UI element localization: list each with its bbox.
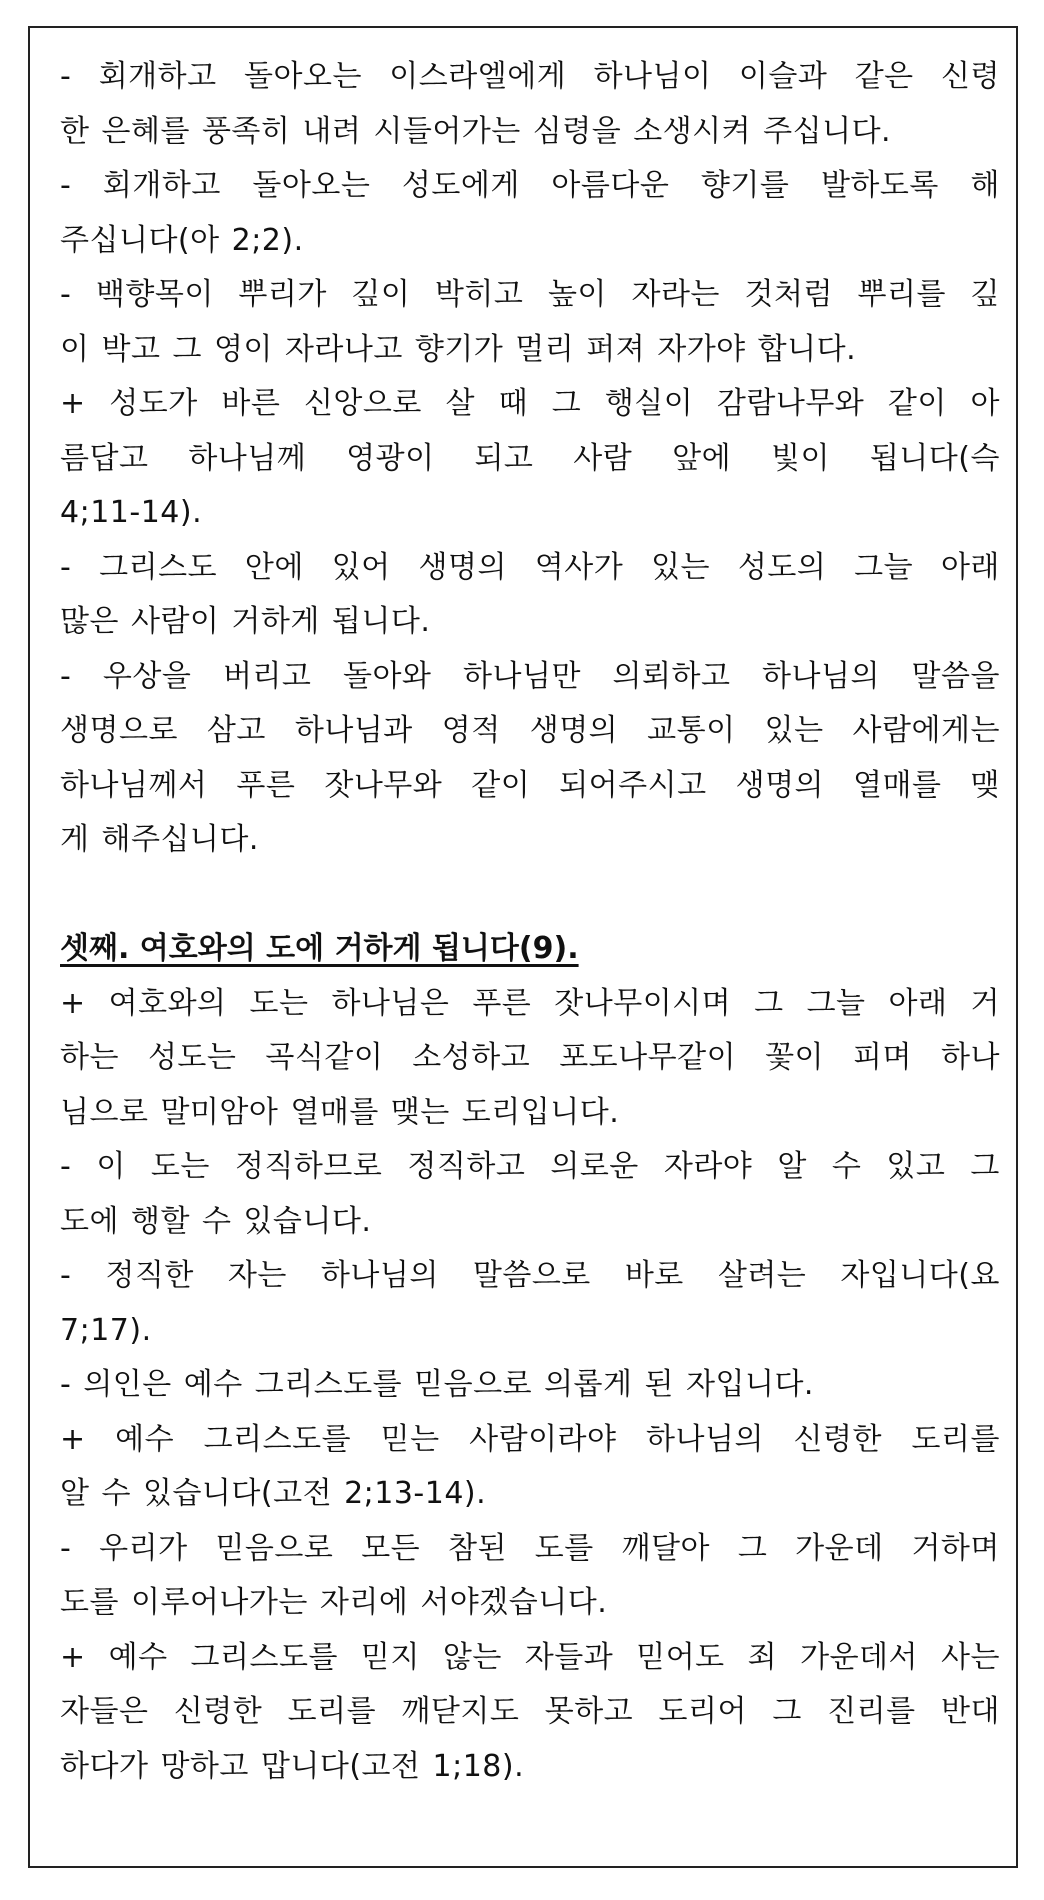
word: 그 (172, 331, 202, 367)
text-line (60, 159, 1000, 214)
word: 돌아오는 (244, 59, 362, 94)
word: 말미암아 (160, 1094, 279, 1130)
text-line (60, 1086, 1000, 1141)
word: 돌아와 (342, 658, 432, 694)
word: + (60, 1421, 86, 1457)
word: 도에 (60, 1203, 119, 1239)
paragraph-gap (60, 868, 1000, 923)
word: 하나님의 (762, 658, 880, 694)
word: 자입니다. (686, 1367, 814, 1402)
word: 된 (644, 1367, 675, 1402)
word: 서야겠습니다. (420, 1585, 608, 1620)
word: 말씀을 (911, 658, 1000, 694)
word: 의뢰하고 (612, 658, 731, 694)
word: 사람 (573, 440, 633, 476)
text-line (60, 1631, 1000, 1686)
word: 우리가 (99, 1530, 188, 1566)
text-line (60, 432, 1000, 487)
word: 회개하고 (98, 59, 217, 94)
word: 뿌리를 (857, 277, 946, 312)
word: 내려 (302, 113, 362, 149)
word: 주십니다. (763, 113, 892, 149)
word: + (60, 985, 86, 1021)
text-line (60, 1140, 1000, 1195)
word: + (60, 386, 86, 421)
word: 같은 (854, 59, 914, 94)
word: 그리스도를 (254, 1367, 403, 1402)
word: 잣나무와 (324, 767, 443, 803)
word: 하나님과 (294, 713, 413, 748)
paragraph-block-2 (60, 977, 1000, 1795)
word: 의인은 (83, 1367, 172, 1402)
word: 빛이 (770, 440, 830, 476)
word: 영이 (213, 331, 273, 367)
word: 7;17). (60, 1312, 152, 1348)
word: 신령한 (173, 1694, 263, 1729)
word: - (60, 658, 72, 694)
word: 잣나무이시며 (554, 985, 732, 1021)
word: 그 (737, 1530, 768, 1566)
word: 심령을 (532, 113, 622, 149)
word: 성도가 (109, 386, 198, 421)
word: 깊 (970, 277, 1000, 312)
word: 있습니다. (243, 1203, 372, 1239)
word: 수 (101, 1476, 131, 1511)
page-border (28, 26, 1018, 1868)
text-line (60, 541, 1000, 596)
word: 살 (445, 386, 475, 421)
word: 못하고 (544, 1694, 634, 1729)
word: 자라는 (631, 277, 720, 312)
text-line (60, 323, 1000, 378)
word: 수 (831, 1149, 862, 1184)
word: 도를 (60, 1585, 119, 1620)
word: 깊이 (351, 277, 411, 312)
word: 진리를 (827, 1694, 916, 1729)
word: 합니다. (757, 331, 857, 367)
word: 행할 (130, 1203, 190, 1239)
word: 소성하고 (412, 1040, 531, 1075)
word: 름답고 (60, 440, 149, 476)
word: - (60, 1258, 72, 1293)
text-line (60, 650, 1000, 705)
word: 신령 (941, 59, 1000, 94)
text-line (60, 1685, 1000, 1740)
text-line (60, 1249, 1000, 1304)
text-line (60, 1467, 1000, 1522)
word: 하나 (940, 1040, 1000, 1075)
word: 가운데 (795, 1530, 884, 1566)
word: 감람나무와 (716, 386, 865, 421)
word: 있습니다(고전 (142, 1476, 333, 1511)
word: 되고 (474, 440, 534, 476)
word: 정직한 (105, 1258, 194, 1293)
word: 그 (772, 1694, 802, 1729)
word: 아 (970, 386, 1000, 421)
word: 도리를 (911, 1421, 1000, 1457)
word: 되어주시고 (559, 767, 707, 803)
word: 생명으로 (60, 713, 178, 748)
word: 시들어가는 (373, 113, 521, 149)
word: 도는 (150, 1149, 210, 1184)
text-line (60, 214, 1000, 269)
word: 반대 (941, 1694, 1000, 1729)
word: 있는 (651, 549, 711, 585)
text-line (60, 704, 1000, 759)
word: 높이 (547, 277, 607, 312)
word: 자들과 (524, 1639, 614, 1675)
word: 바로 (624, 1258, 684, 1293)
word: 은혜를 (101, 113, 190, 149)
word: - (60, 277, 72, 312)
word: 역사가 (534, 549, 624, 585)
word: 그리스도 (99, 549, 218, 585)
word: 게 (60, 822, 90, 857)
word: 모든 (361, 1530, 421, 1566)
word: 영광이 (346, 440, 435, 476)
word: 알 (60, 1476, 90, 1511)
word: 뿌리가 (238, 277, 327, 312)
word: 하나님의 (646, 1421, 764, 1457)
word: 앞에 (672, 440, 732, 476)
word: 도리어 (658, 1694, 747, 1729)
word: 2;2). (231, 222, 304, 258)
text-line (60, 105, 1000, 160)
word: 거하게 (231, 604, 320, 639)
word: 깨닫지도 (401, 1694, 520, 1729)
text-line (60, 595, 1000, 650)
word: 자라나고 (284, 331, 403, 367)
word: 죄 (747, 1639, 778, 1675)
word: 퍼져 (586, 331, 646, 367)
word: 않는 (442, 1639, 502, 1675)
word: 1;18). (432, 1748, 525, 1784)
word: 소생시켜 (633, 113, 752, 149)
word: 같이 (471, 767, 531, 803)
word: 거 (970, 985, 1000, 1021)
word: 믿어도 (636, 1639, 725, 1675)
word: 말씀으로 (472, 1258, 591, 1293)
word: 영적 (441, 713, 501, 748)
word: 알 (777, 1149, 807, 1184)
word: 것처럼 (744, 277, 833, 312)
word: 도리입니다. (461, 1094, 620, 1130)
word: 하나님만 (463, 658, 581, 694)
word: 믿음으로 (215, 1530, 334, 1566)
word: 해주십니다. (101, 822, 259, 857)
word: 됩니다. (331, 604, 431, 639)
word: 박고 (101, 331, 161, 367)
word: 삼고 (206, 713, 266, 748)
word: 해 (970, 168, 1000, 203)
word: 하나님은 (331, 985, 450, 1021)
word: 안에 (244, 549, 304, 585)
word: 풍족히 (201, 113, 291, 149)
word: 사람이라야 (469, 1421, 617, 1457)
word: 교통이 (647, 713, 736, 748)
text-line (60, 1576, 1000, 1631)
word: 향기를 (700, 168, 790, 203)
word: 살려는 (717, 1258, 807, 1293)
word: 하나님께서 (60, 767, 208, 803)
word: 자리에 (319, 1585, 409, 1620)
word: 아름다운 (551, 168, 670, 203)
word: 그리스도를 (203, 1421, 352, 1457)
word: 피며 (853, 1040, 912, 1075)
word: 망하고 (160, 1748, 249, 1784)
word: 포도나무같이 (559, 1040, 737, 1075)
section-heading: 셋째. 여호와의 도에 거하게 됩니다(9). (60, 931, 579, 966)
word: 그 (754, 985, 784, 1021)
word: - (60, 168, 72, 203)
text-line (60, 1740, 1000, 1795)
word: 참된 (447, 1530, 507, 1566)
word: 됩니다(슥 (869, 440, 1000, 476)
word: 생명의 (529, 713, 619, 748)
text-line (60, 1304, 1000, 1359)
word: 그늘 (854, 549, 914, 585)
word: 곡식같이 (265, 1040, 384, 1075)
word: 맙니다(고전 (260, 1748, 421, 1784)
text-line (60, 759, 1000, 814)
word: 주십니다(아 (60, 222, 220, 258)
word: 생명의 (735, 767, 825, 803)
word: 꽃이 (765, 1040, 825, 1075)
word: 맺 (970, 767, 1000, 803)
word: 푸른 (236, 767, 296, 803)
word: 가운데서 (800, 1639, 919, 1675)
word: 같이 (887, 386, 947, 421)
word: 그늘 (806, 985, 866, 1021)
word: 성도의 (737, 549, 827, 585)
word: 하나님이 (593, 59, 712, 94)
word: 맺는 (390, 1094, 450, 1130)
text-line (60, 486, 1000, 541)
word: 그 (551, 386, 582, 421)
word: 하는 (60, 1040, 119, 1075)
word: 신령한 (793, 1421, 882, 1457)
word: 멀리 (515, 331, 575, 367)
text-line (60, 50, 1000, 105)
word: 믿음으로 (414, 1367, 533, 1402)
word: 자들은 (60, 1694, 149, 1729)
text-line (60, 977, 1000, 1032)
word: 향기가 (414, 331, 504, 367)
word: 이루어나가는 (130, 1585, 308, 1620)
word: 의롭게 (544, 1367, 633, 1402)
word: 때 (498, 386, 529, 421)
word: 정직하고 (407, 1149, 526, 1184)
word: 예수 (183, 1367, 243, 1402)
word: + (60, 1639, 86, 1675)
word: 하나님께 (188, 440, 307, 476)
document-body (60, 50, 1000, 1794)
word: 열매를 (853, 767, 942, 803)
word: 신앙으로 (303, 386, 422, 421)
word: 거하며 (911, 1530, 1000, 1566)
word: 행실이 (604, 386, 694, 421)
word: 아래 (888, 985, 948, 1021)
word: 믿지 (360, 1639, 420, 1675)
word: 사람에게는 (852, 713, 1000, 748)
word: 하나님의 (320, 1258, 439, 1293)
word: 백향목이 (95, 277, 214, 312)
word: 도를 (534, 1530, 594, 1566)
text-line (60, 268, 1000, 323)
word: 생명의 (418, 549, 507, 585)
word: 자는 (227, 1258, 287, 1293)
word: 자가야 (657, 331, 746, 367)
word: 돌아오는 (252, 168, 371, 203)
word: 하다가 (60, 1748, 149, 1784)
word: 자입니다(요 (840, 1258, 1000, 1293)
word: 이 (60, 331, 90, 367)
word: 이슬과 (738, 59, 828, 94)
word: 깨달아 (621, 1530, 711, 1566)
word: - (60, 59, 72, 94)
word: 사는 (940, 1639, 1000, 1675)
word: - (60, 1149, 72, 1184)
word: 자라야 (663, 1149, 753, 1184)
word: - (60, 549, 72, 585)
text-line (60, 813, 1000, 868)
word: 우상을 (102, 658, 192, 694)
word: 사람이 (130, 604, 220, 639)
word: 여호와의 (108, 985, 227, 1021)
word: 그 (970, 1149, 1000, 1184)
word: 도는 (249, 985, 309, 1021)
text-line (60, 1522, 1000, 1577)
text-line (60, 1031, 1000, 1086)
word: 이스라엘에게 (389, 59, 567, 94)
word: 발하도록 (820, 168, 939, 203)
paragraph-block-1 (60, 50, 1000, 868)
word: 도리를 (287, 1694, 377, 1729)
word: 성도에게 (401, 168, 520, 203)
word: 믿는 (380, 1421, 440, 1457)
word: 바른 (221, 386, 281, 421)
word: 예수 (108, 1639, 168, 1675)
word: - (60, 1367, 72, 1402)
word: 한 (60, 113, 90, 149)
word: 아래 (940, 549, 1000, 585)
word: 있는 (764, 713, 824, 748)
word: 박히고 (434, 277, 524, 312)
word: 있어 (331, 549, 391, 585)
word: 회개하고 (102, 168, 221, 203)
word: 4;11-14). (60, 495, 203, 530)
word: 버리고 (222, 658, 312, 694)
word: 이 (96, 1149, 126, 1184)
word: 열매를 (290, 1094, 379, 1130)
word: 정직하므로 (234, 1149, 383, 1184)
text-line (60, 1195, 1000, 1250)
word: 있고 (886, 1149, 946, 1184)
word: 2;13-14). (344, 1476, 487, 1511)
text-line (60, 377, 1000, 432)
word: 많은 (60, 604, 119, 639)
word: 의로운 (550, 1149, 639, 1184)
word: 푸른 (472, 985, 532, 1021)
word: 그리스도를 (190, 1639, 338, 1675)
word: 님으로 (60, 1094, 149, 1130)
word: 예수 (115, 1421, 175, 1457)
text-line (60, 1358, 1000, 1413)
word: 성도는 (147, 1040, 237, 1075)
text-line (60, 1413, 1000, 1468)
word: 수 (201, 1203, 232, 1239)
word: - (60, 1530, 72, 1566)
